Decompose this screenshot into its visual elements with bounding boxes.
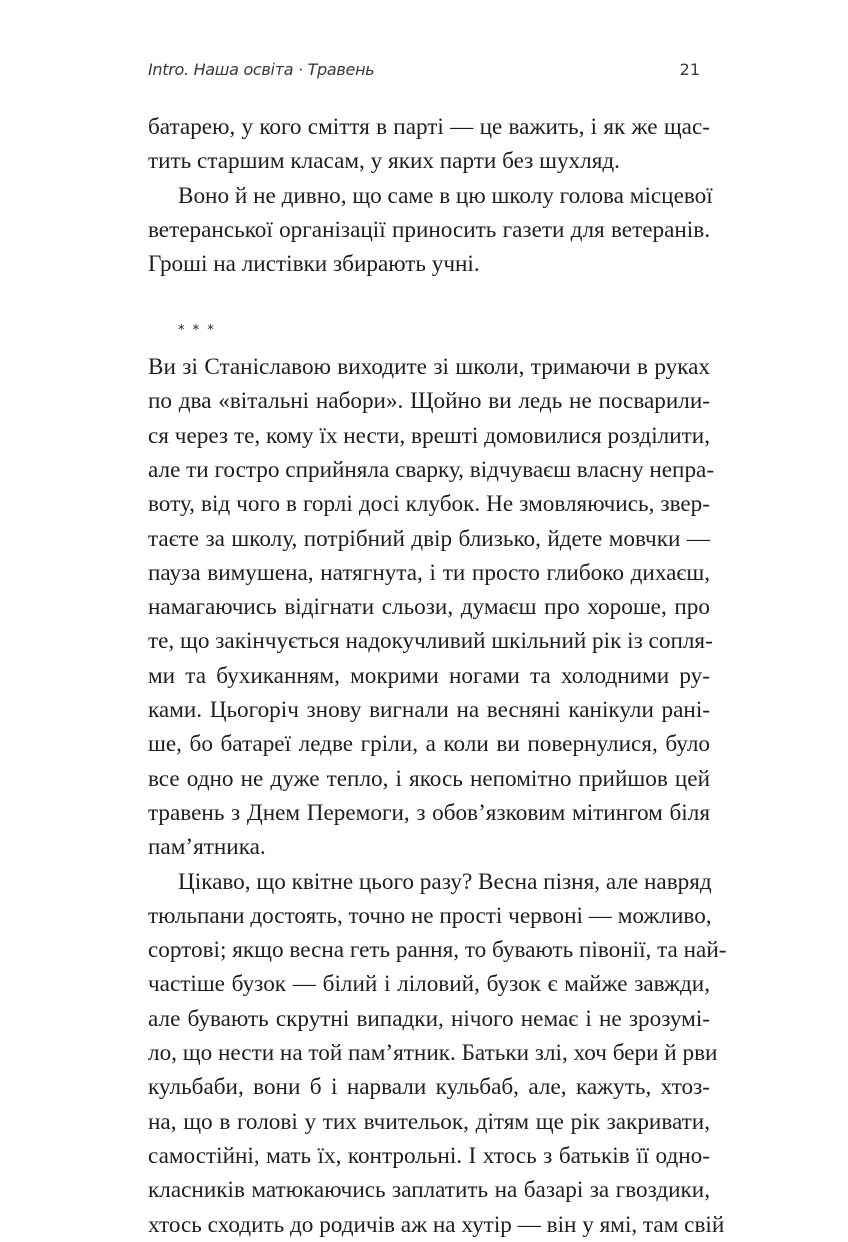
text-line: сортові; якщо весна геть рання, то бувають півонії, та най- bbox=[148, 937, 727, 964]
text-line: частіше бузок — білий і ліловий, бузок є майже завжди, bbox=[148, 971, 710, 998]
text-line: ше, бо батареї ледве гріли, а коли ви повернулися, було bbox=[148, 731, 710, 758]
text-line: хтось сходить до родичів аж на хутір — він у ямі, там свій bbox=[148, 1211, 725, 1238]
page-body bbox=[148, 110, 727, 1242]
running-title: Intro. Наша освіта · Травень bbox=[148, 60, 375, 79]
text-line: самостійні, мать їх, контрольні. І хтось з батьків її одно- bbox=[148, 1142, 710, 1169]
text-line: травень з Днем Перемоги, з обов’язковим мітингом біля bbox=[148, 799, 710, 826]
text-line: тить старшим класам, у яких парти без шухляд. bbox=[148, 148, 620, 175]
text-line: кульбаби, вони б і нарвали кульбаб, але, кажуть, хтоз- bbox=[148, 1074, 710, 1101]
section-break-asterism: * * * bbox=[178, 322, 216, 338]
text-line: батарею, у кого сміття в парті — це важить, і як же щас- bbox=[148, 114, 710, 140]
text-line: ками. Цьогоріч знову вигнали на весняні канікули рані- bbox=[148, 697, 710, 724]
text-line: пам’ятника. bbox=[148, 834, 266, 861]
text-line: ло, що нести на той пам’ятник. Батьки злі, хоч бери й рви bbox=[148, 1040, 718, 1067]
text-line: класників матюкаючись заплатить на базарі за гвоздики, bbox=[148, 1177, 710, 1204]
paragraph-4 bbox=[148, 865, 727, 1242]
text-line: Воно й не дивно, що саме в цю школу голова місцевої bbox=[178, 182, 713, 209]
text-line: пауза вимушена, натягнута, і ти просто глибоко дихаєш, bbox=[148, 559, 710, 586]
text-line: таєте за школу, потрібний двір близько, йдете мовчки — bbox=[148, 525, 710, 552]
running-header bbox=[148, 60, 700, 86]
paragraph-1 bbox=[148, 110, 710, 179]
text-line: намагаючись відігнати сльози, думаєш про хороше, про bbox=[148, 594, 710, 621]
text-line: все одно не дуже тепло, і якось непомітно прийшов цей bbox=[148, 765, 710, 792]
spacer bbox=[148, 281, 710, 315]
text-line: воту, від чого в горлі досі клубок. Не змовляючись, звер- bbox=[148, 491, 710, 518]
text-line: ми та бухиканням, мокрими ногами та холодними ру- bbox=[148, 662, 710, 689]
text-line: але ти гостро сприйняла сварку, відчуваєш власну непра- bbox=[148, 456, 715, 483]
text-line: те, що закінчується надокучливий шкільний рік із сопля- bbox=[148, 628, 713, 655]
page-number: 21 bbox=[679, 60, 700, 79]
text-line: Гроші на листівки збирають учні. bbox=[148, 251, 480, 278]
text-line: Ви зі Станіславою виходите зі школи, тримаючи в руках bbox=[148, 354, 710, 381]
text-line: тюльпани достоять, точно не прості червоні — можливо, bbox=[148, 902, 712, 929]
text-line: ветеранської організації приносить газети для ветеранів. bbox=[148, 216, 710, 243]
text-line: Цікаво, що квітне цього разу? Весна пізня, але навряд bbox=[178, 868, 712, 895]
text-line: на, що в голові у тих вчительок, дітям ще рік закривати, bbox=[148, 1108, 710, 1135]
paragraph-3 bbox=[148, 350, 715, 864]
paragraph-2 bbox=[148, 179, 713, 282]
text-line: по два «вітальні набори». Щойно ви ледь не посварили- bbox=[148, 388, 710, 415]
text-line: але бувають скрутні випадки, нічого немає і не зрозумі- bbox=[148, 1005, 710, 1032]
text-line: ся через те, кому їх нести, врешті домовилися розділити, bbox=[148, 422, 710, 449]
